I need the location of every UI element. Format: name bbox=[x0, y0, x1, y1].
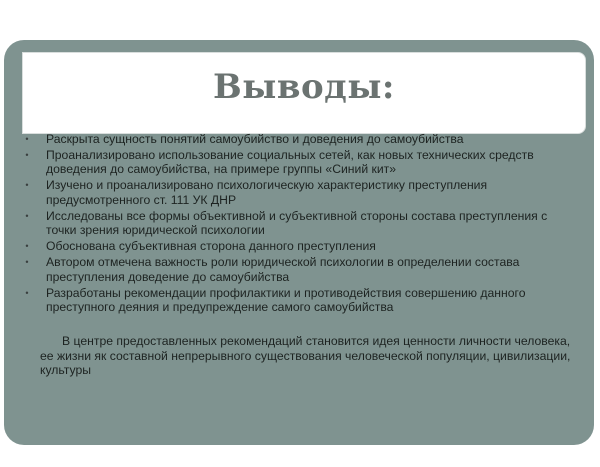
bullet-item bbox=[20, 178, 580, 207]
bullet-icon: • bbox=[25, 134, 29, 144]
bullet-text: Проанализировано использование социальных сетей, как новых технических средств доведения до самоубийства, на примере группы «Синий кит» bbox=[46, 148, 534, 177]
bullet-item bbox=[20, 286, 580, 315]
bullet-item bbox=[20, 132, 580, 146]
bullet-text: Раскрыта сущность понятий самоубийство и доведения до самоубийства bbox=[46, 132, 464, 146]
conclusion-paragraph: В центре предоставленных рекомендаций становится идея ценности личности человека, ее жизни як составной непрерывного существования человеческой популяции, цивилизации, культуры bbox=[40, 334, 571, 378]
slide-title: Выводы: bbox=[213, 67, 395, 107]
slide-body bbox=[20, 132, 580, 467]
bullet-icon: • bbox=[25, 210, 29, 221]
bullet-item bbox=[20, 209, 580, 238]
bullet-icon: • bbox=[25, 241, 29, 252]
bullet-list bbox=[20, 132, 580, 314]
bullet-text: Обоснована субъективная сторона данного преступления bbox=[46, 239, 376, 254]
title-box bbox=[22, 52, 586, 134]
bullet-text: Автором отмечена важность роли юридической психологии в определении состава преступления доведение до самоубийства bbox=[46, 255, 520, 284]
bullet-text: Изучено и проанализировано психологическую характеристику преступления предусмотренного ст. 111 УК ДНР bbox=[46, 178, 488, 207]
bullet-icon: • bbox=[25, 180, 29, 191]
bullet-text: Исследованы все формы объективной и субъективной стороны состава преступления с точки зрения юридической психологии bbox=[46, 208, 548, 238]
bullet-icon: • bbox=[25, 150, 29, 160]
bullet-icon: • bbox=[25, 287, 29, 298]
bullet-item bbox=[20, 255, 580, 284]
bullet-text: Разработаны рекомендации профилактики и противодействия совершению данного преступного деяния и предупреждение самого самоубийства bbox=[46, 285, 526, 315]
bullet-item bbox=[20, 148, 580, 177]
bullet-icon: • bbox=[25, 257, 29, 268]
bullet-item bbox=[20, 239, 580, 253]
content-panel bbox=[4, 40, 594, 445]
